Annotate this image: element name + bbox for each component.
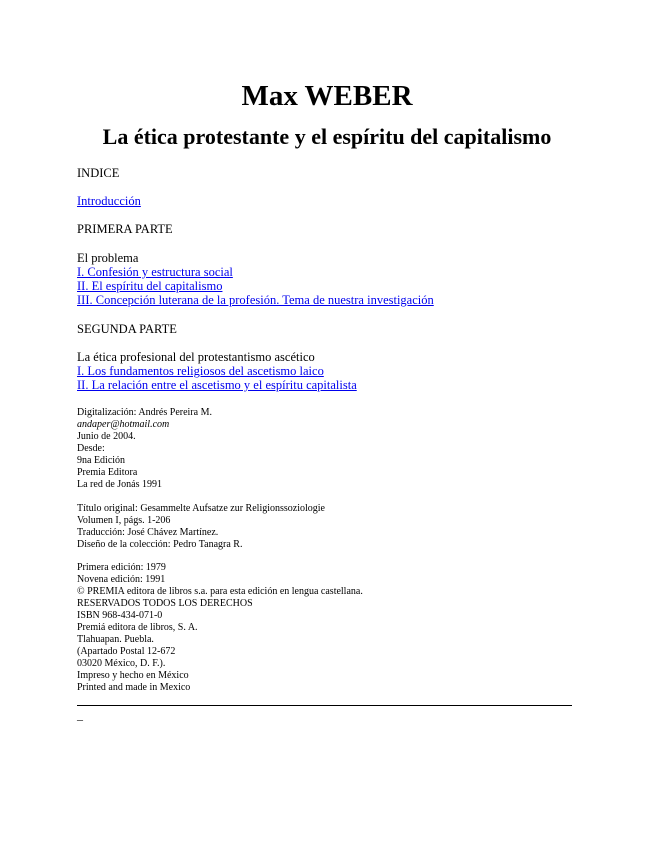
colophon-line: 03020 México, D. F.). — [77, 658, 166, 669]
chapter-link-relacion[interactable]: II. La relación entre el ascetismo y el espíritu capitalista — [77, 378, 357, 392]
chapter-link-wrap — [77, 293, 434, 307]
book-title: La ética protestante y el espíritu del capitalismo — [102, 124, 552, 149]
colophon-line: La red de Jonás 1991 — [77, 479, 162, 490]
chapter-link-confesion[interactable]: I. Confesión y estructura social — [77, 265, 233, 279]
chapter-link-espiritu[interactable]: II. El espíritu del capitalismo — [77, 279, 223, 293]
colophon-line: Título original: Gesammelte Aufsatze zur Religionssoziologie — [77, 503, 325, 514]
chapter-link-wrap — [77, 265, 233, 279]
intro-link-wrap — [77, 194, 141, 208]
colophon-email — [77, 419, 169, 431]
chapter-link-wrap — [77, 378, 357, 392]
colophon-line: Tlahuapan. Puebla. — [77, 634, 154, 645]
colophon-line: Primera edición: 1979 — [77, 562, 166, 573]
colophon-line: Impreso y hecho en México — [77, 670, 189, 681]
chapter-link-wrap — [77, 364, 324, 378]
colophon-line: Premiá editora de libros, S. A. — [77, 622, 198, 633]
colophon-line: Novena edición: 1991 — [77, 574, 166, 585]
chapter-link-concepcion[interactable]: III. Concepción luterana de la profesión. Tema de nuestra investigación — [77, 293, 434, 307]
colophon-line: Junio de 2004. — [77, 431, 136, 442]
chapter-link-fundamentos[interactable]: I. Los fundamentos religiosos del ascetismo laico — [77, 364, 324, 378]
chapter-link-wrap — [77, 279, 222, 293]
part-two-subheading: La ética profesional del protestantismo ascético — [77, 350, 315, 364]
colophon-line: © PREMIA editora de libros s.a. para esta edición en lengua castellana. — [77, 586, 363, 597]
colophon-line: Premia Editora — [77, 467, 138, 478]
colophon-line: 9na Edición — [77, 455, 126, 466]
colophon-line: Desde: — [77, 443, 105, 454]
email-text: andaper@hotmail.com — [77, 419, 170, 430]
author-heading: Max WEBER — [241, 80, 413, 112]
index-heading: INDICE — [77, 166, 120, 180]
colophon-line: Volumen I, págs. 1-206 — [77, 515, 171, 526]
part-one-subheading: El problema — [77, 251, 139, 265]
part-two-heading: SEGUNDA PARTE — [77, 322, 177, 336]
colophon-line: Digitalización: Andrés Pereira M. — [77, 407, 212, 418]
colophon-line: RESERVADOS TODOS LOS DERECHOS — [77, 598, 253, 609]
colophon-line: Diseño de la colección: Pedro Tanagra R. — [77, 539, 243, 550]
colophon-line: ISBN 968-434-071-0 — [77, 610, 163, 621]
part-one-heading: PRIMERA PARTE — [77, 222, 173, 236]
colophon-line: Printed and made in Mexico — [77, 682, 191, 693]
colophon-line: (Apartado Postal 12-672 — [77, 646, 176, 657]
colophon-line: Traducción: José Chávez Martínez. — [77, 527, 219, 538]
introduction-link[interactable]: Introducción — [77, 194, 141, 208]
horizontal-rule — [77, 705, 572, 706]
footer-dash: – — [77, 712, 83, 726]
